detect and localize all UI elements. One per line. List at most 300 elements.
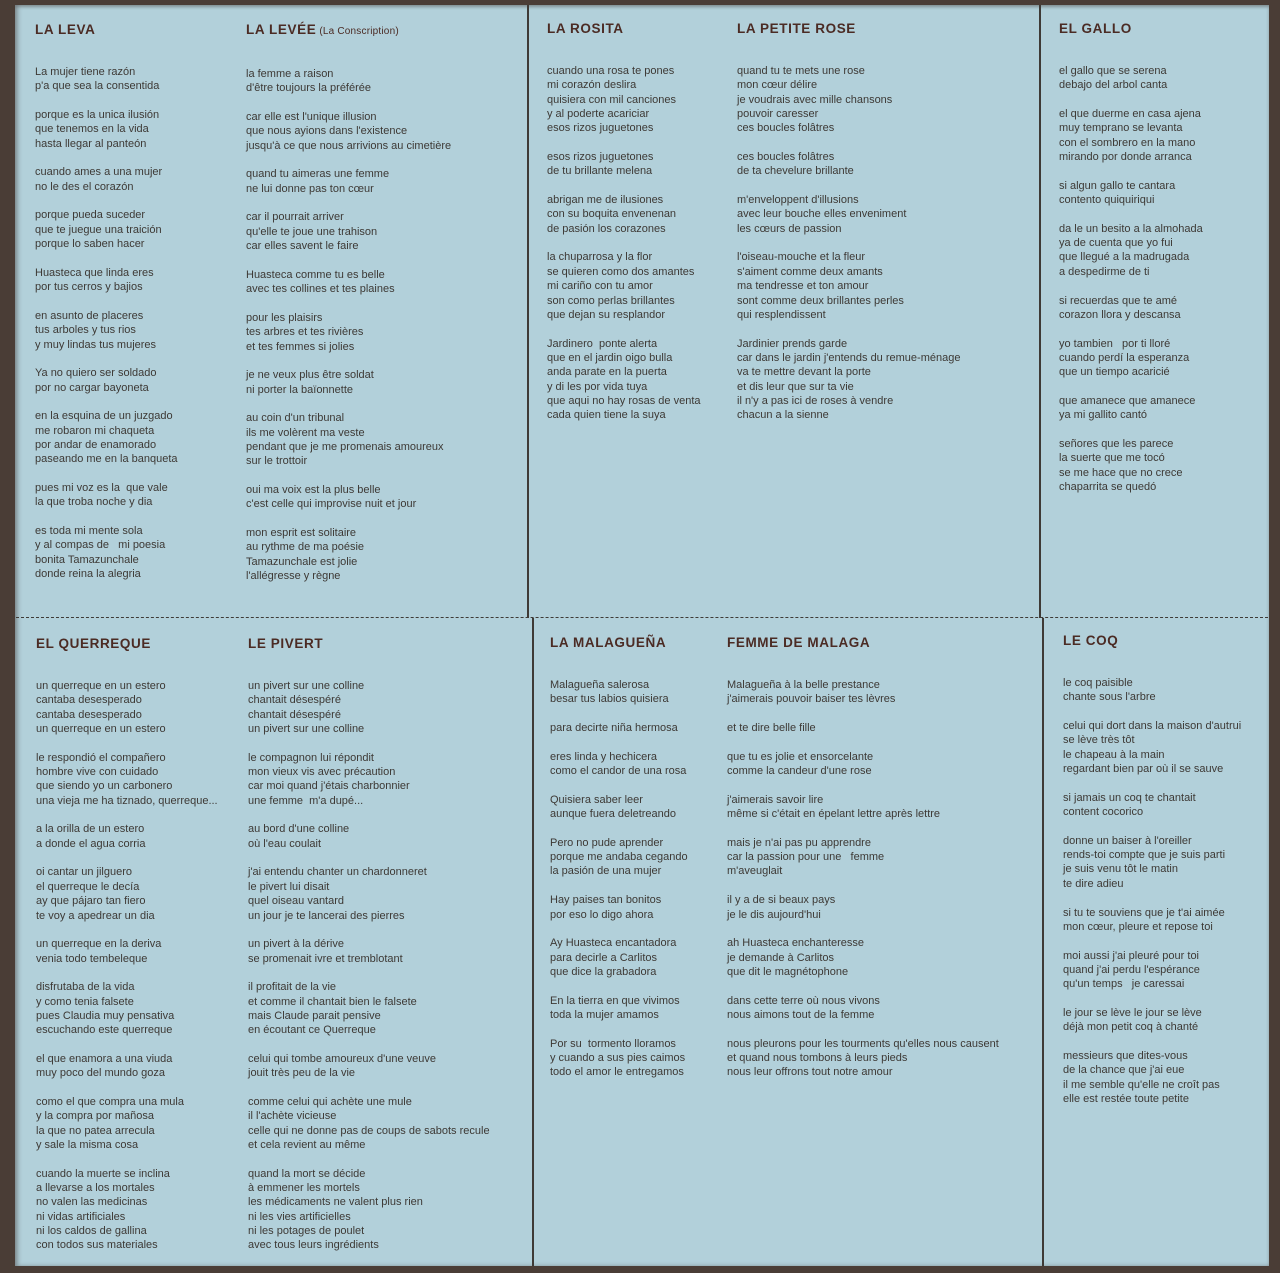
lyric-line: le chapeau à la main	[1063, 748, 1165, 761]
song-title	[248, 636, 490, 652]
lyric-line: jusqu'à ce que nous arrivions au cimetière	[246, 139, 452, 152]
lyric-line: mon cœur, pleure et repose toi	[1063, 920, 1213, 933]
lyric-line: pendant que je me promenais amoureux	[246, 440, 444, 453]
lyric-line: el querreque le decía	[36, 880, 140, 893]
song-column-el-querreque	[36, 636, 218, 1267]
lyric-line: oi cantar un jilguero	[36, 866, 133, 879]
stanza	[547, 64, 701, 136]
lyric-line: con todos sus materiales	[36, 1239, 158, 1252]
lyric-line: nous pleurons pour les tourments qu'elles nous causent	[727, 1037, 999, 1050]
stanza	[35, 309, 178, 352]
lyric-line: car moi quand j'étais charbonnier	[248, 780, 410, 793]
lyric-line: les cœurs de passion	[737, 222, 842, 235]
lyric-line: ces boucles folâtres	[737, 151, 835, 164]
stanza	[737, 193, 960, 236]
lyric-line: que en el jardin oigo bulla	[547, 351, 673, 364]
stanza	[550, 1037, 688, 1080]
stanza	[727, 994, 999, 1023]
lyric-line: por eso lo digo ahora	[550, 908, 654, 921]
lyric-line: je voudrais avec mille chansons	[737, 93, 893, 106]
song-title-text: LA LEVA	[35, 22, 96, 37]
lyric-line: que nous ayions dans l'existence	[246, 125, 408, 138]
lyric-line: il n'y a pas ici de roses à vendre	[737, 394, 894, 407]
lyric-line: y la compra por mañosa	[36, 1110, 154, 1123]
lyric-line: besar tus labios quisiera	[550, 693, 669, 706]
stanza	[1059, 337, 1203, 380]
lyric-line: la femme a raison	[246, 68, 334, 80]
song-title-text: FEMME DE MALAGA	[727, 635, 871, 650]
lyric-line: cada quien tiene la suya	[547, 409, 666, 422]
lyric-line: en la esquina de un juzgado	[35, 410, 173, 423]
lyrics	[550, 678, 688, 1080]
lyric-line: en asunto de placeres	[35, 309, 144, 322]
lyric-line: ah Huasteca enchanteresse	[727, 937, 864, 950]
lyric-line: tes arbres et tes rivières	[246, 326, 364, 339]
lyric-line: avec tous leurs ingrédients	[248, 1239, 379, 1252]
lyric-line: mon vieux vis avec précaution	[248, 766, 396, 779]
lyric-line: ni los caldos de gallina	[36, 1225, 147, 1238]
lyric-line: regardant bien par où il se sauve	[1063, 763, 1224, 776]
stanza	[248, 679, 490, 736]
stanza	[1059, 294, 1203, 323]
lyric-line: qu'un temps je caressai	[1063, 978, 1185, 991]
lyric-line: en écoutant ce Querreque	[248, 1024, 376, 1037]
lyric-line: le compagnon lui répondit	[248, 751, 374, 764]
lyric-line: un pivert à la dérive	[248, 938, 344, 951]
stanza	[550, 793, 688, 822]
lyric-line: oui ma voix est la plus belle	[246, 483, 381, 496]
stanza	[550, 936, 688, 979]
lyric-line: que llegué a la madrugada	[1059, 251, 1190, 264]
lyric-line: a despedirme de ti	[1059, 265, 1150, 278]
lyric-line: se quieren como dos amantes	[547, 265, 695, 278]
stanza	[35, 266, 178, 295]
stanza	[36, 937, 218, 966]
lyric-line: l'oiseau-mouche et la fleur	[737, 251, 866, 264]
lyric-line: cuando una rosa te pones	[547, 65, 675, 77]
lyric-line: me robaron mi chaqueta	[35, 424, 155, 437]
stanza	[248, 1167, 490, 1253]
lyric-line: un querreque en un estero	[36, 723, 166, 736]
lyric-line: pouvoir caresser	[737, 108, 819, 121]
stanza	[35, 65, 178, 94]
lyric-line: s'aiment comme deux amants	[737, 265, 883, 278]
lyric-line: eres linda y hechicera	[550, 750, 658, 763]
lyric-line: te voy a apedrear un dia	[36, 909, 155, 922]
lyric-line: celui qui dort dans la maison d'autrui	[1063, 720, 1242, 733]
stanza	[547, 150, 701, 179]
stanza	[727, 678, 999, 707]
stanza	[246, 483, 451, 512]
song-title-text: LE COQ	[1063, 633, 1119, 648]
stanza	[547, 250, 701, 322]
song-title	[547, 21, 701, 37]
lyric-line: que un tiempo acaricié	[1059, 366, 1170, 379]
stanza	[35, 481, 178, 510]
lyric-line: escuchando este querreque	[36, 1024, 173, 1037]
lyric-line: quand tu aimeras une femme	[246, 168, 390, 181]
stanza	[35, 108, 178, 151]
lyric-line: il y a de si beaux pays	[727, 894, 836, 907]
lyric-line: content cocorico	[1063, 806, 1144, 819]
lyric-line: mi corazón deslira	[547, 79, 637, 92]
lyric-line: jouit très peu de la vie	[248, 1067, 356, 1080]
lyric-line: mon esprit est solitaire	[246, 527, 357, 539]
lyric-line: a la orilla de un estero	[36, 823, 145, 836]
lyric-line: cuando ames a una mujer	[35, 166, 163, 179]
lyric-line: car la passion pour une femme	[727, 851, 885, 864]
stanza	[36, 1167, 218, 1253]
lyric-line: car elles savent le faire	[246, 240, 359, 253]
lyric-line: hombre vive con cuidado	[36, 766, 159, 779]
stanza	[727, 721, 999, 735]
lyric-line: chante sous l'arbre	[1063, 691, 1156, 704]
lyric-line: por no cargar bayoneta	[35, 381, 149, 394]
stanza	[36, 822, 218, 851]
lyric-line: sur le trottoir	[246, 455, 308, 468]
lyric-line: que tu es jolie et ensorcelante	[727, 750, 874, 763]
lyric-line: les médicaments ne valent plus rien	[248, 1196, 423, 1209]
lyric-line: ay que pájaro tan fiero	[36, 895, 146, 908]
lyric-line: ne lui donne pas ton cœur	[246, 182, 374, 195]
lyric-line: nous leur offrons tout notre amour	[727, 1066, 893, 1079]
lyric-line: y como tenia falsete	[36, 995, 134, 1008]
lyrics	[248, 679, 490, 1253]
stanza	[246, 368, 451, 397]
lyric-line: una vieja me ha tiznado, querreque...	[36, 794, 218, 807]
stanza	[248, 937, 490, 966]
stanza	[1063, 791, 1241, 820]
lyric-line: ya de cuenta que yo fui	[1059, 237, 1173, 250]
stanza	[35, 165, 178, 194]
lyric-line: todo el amor le entregamos	[550, 1066, 684, 1079]
lyric-line: il profitait de la vie	[248, 981, 337, 994]
lyric-line: et te dire belle fille	[727, 722, 816, 735]
lyric-line: cuando perdí la esperanza	[1059, 351, 1190, 364]
stanza	[1059, 394, 1203, 423]
lyric-line: el gallo que se serena	[1059, 65, 1167, 77]
lyric-line: moi aussi j'ai pleuré pour toi	[1063, 949, 1200, 962]
lyric-line: car dans le jardin j'entends du remue-ménage	[737, 351, 961, 364]
lyric-line: qu'elle te joue une trahison	[246, 225, 378, 238]
lyric-line: pues Claudia muy pensativa	[36, 1009, 175, 1022]
lyric-line: la que no patea arrecula	[36, 1124, 155, 1137]
stanza	[727, 836, 999, 879]
lyric-line: que tenemos en la vida	[35, 123, 149, 136]
lyric-line: La mujer tiene razón	[35, 66, 136, 78]
lyric-line: m'aveuglait	[727, 865, 783, 878]
song-column-la-leva	[35, 22, 178, 596]
lyric-line: et cela revient au même	[248, 1139, 366, 1151]
lyric-line: quand la mort se décide	[248, 1167, 366, 1180]
lyric-line: se lève très tôt	[1063, 734, 1135, 747]
lyric-line: que te juegue una traición	[35, 223, 162, 236]
stanza	[1059, 437, 1203, 494]
lyrics	[1063, 676, 1241, 1106]
lyric-line: no valen las medicinas	[36, 1196, 148, 1209]
lyric-line: l'allégresse y règne	[246, 570, 341, 583]
lyric-line: que dejan su resplandor	[547, 308, 666, 321]
stanza	[550, 750, 688, 779]
lyric-line: ma tendresse et ton amour	[737, 280, 869, 293]
song-subtitle: (La Conscription)	[319, 26, 399, 37]
lyric-line: elle est restée toute petite	[1063, 1092, 1189, 1105]
stanza	[246, 311, 451, 354]
song-column-le-pivert	[248, 636, 490, 1267]
lyric-line: la pasión de una mujer	[550, 865, 662, 878]
lyric-line: y cuando a sus pies caimos	[550, 1051, 686, 1064]
lyric-line: Hay paises tan bonitos	[550, 894, 662, 907]
lyrics	[727, 678, 999, 1080]
lyric-line: y muy lindas tus mujeres	[35, 338, 157, 351]
stanza	[550, 836, 688, 879]
lyric-line: y di les por vida tuya	[547, 380, 648, 393]
stanza	[1059, 107, 1203, 164]
stanza	[737, 250, 960, 322]
lyric-line: por tus cerros y bajios	[35, 281, 143, 294]
song-title-text: LA MALAGUEÑA	[550, 635, 667, 650]
lyric-line: el que enamora a una viuda	[36, 1052, 173, 1065]
lyric-line: quand j'ai perdu l'espérance	[1063, 963, 1200, 976]
song-title-text: LA ROSITA	[547, 21, 624, 36]
song-title-text: LA PETITE ROSE	[737, 21, 856, 36]
lyric-line: corazon llora y descansa	[1059, 308, 1181, 321]
lyric-line: avec tes collines et tes plaines	[246, 283, 395, 296]
lyric-line: il l'achète vicieuse	[248, 1110, 337, 1123]
stanza	[1063, 1049, 1241, 1106]
lyric-line: ya mi gallito cantó	[1059, 409, 1148, 422]
song-column-le-coq	[1063, 633, 1241, 1121]
stanza	[737, 64, 960, 136]
stanza	[36, 751, 218, 808]
lyric-line: le respondió el compañero	[36, 751, 166, 764]
song-title-text: EL GALLO	[1059, 21, 1132, 36]
lyric-line: au rythme de ma poésie	[246, 541, 365, 554]
lyric-line: un jour je te lancerai des pierres	[248, 909, 405, 922]
lyric-line: si jamais un coq te chantait	[1063, 791, 1196, 804]
lyric-line: au coin d'un tribunal	[246, 412, 345, 425]
lyric-line: et comme il chantait bien le falsete	[248, 995, 417, 1008]
lyric-line: como el que compra una mula	[36, 1095, 184, 1108]
stanza	[1059, 222, 1203, 279]
lyric-line: Ay Huasteca encantadora	[550, 937, 677, 950]
lyric-line: pour les plaisirs	[246, 311, 323, 324]
lyric-line: con su boquita envenenan	[547, 208, 677, 221]
lyric-line: donne un baiser à l'oreiller	[1063, 834, 1192, 847]
stanza	[36, 1095, 218, 1152]
song-title	[737, 21, 960, 37]
stanza	[36, 865, 218, 922]
lyric-line: Por su tormento lloramos	[550, 1037, 676, 1050]
lyric-line: messieurs que dites-vous	[1063, 1049, 1188, 1062]
lyric-line: porque me andaba cegando	[550, 851, 688, 864]
lyric-line: esos rizos juguetones	[547, 151, 654, 164]
lyric-line: où l'eau coulait	[248, 837, 322, 850]
lyric-line: de tu brillante melena	[547, 165, 653, 178]
lyric-line: nous aimons tout de la femme	[727, 1008, 875, 1021]
lyric-line: quand tu te mets une rose	[737, 65, 865, 77]
stanza	[727, 793, 999, 822]
lyric-line: esos rizos juguetones	[547, 122, 654, 135]
lyric-line: que amanece que amanece	[1059, 394, 1196, 407]
stanza	[248, 980, 490, 1037]
stanza	[36, 980, 218, 1037]
lyric-line: même si c'était en épelant lettre après lettre	[727, 808, 941, 821]
song-column-femme-de-malaga	[727, 635, 999, 1094]
stanza	[727, 893, 999, 922]
lyric-line: porque lo saben hacer	[35, 238, 145, 251]
stanza	[1059, 179, 1203, 208]
lyric-line: et tes femmes si jolies	[246, 340, 355, 353]
song-column-la-malaguena	[550, 635, 688, 1094]
stanza	[1063, 719, 1241, 776]
lyric-line: anda parate en la puerta	[547, 366, 667, 379]
lyric-line: que aqui no hay rosas de venta	[547, 394, 701, 407]
stanza	[547, 337, 701, 423]
lyric-line: cantaba desesperado	[36, 708, 142, 721]
stanza	[1063, 834, 1241, 891]
lyric-line: abrigan me de ilusiones	[547, 194, 664, 207]
lyrics	[1059, 64, 1203, 494]
lyric-line: mais je n'ai pas pu apprendre	[727, 836, 871, 849]
lyric-line: es toda mi mente sola	[35, 525, 143, 537]
stanza	[248, 1095, 490, 1152]
lyric-line: porque pueda suceder	[35, 209, 146, 222]
column-divider	[532, 618, 534, 1266]
lyric-line: a donde el agua corria	[36, 837, 146, 850]
lyric-line: un pivert sur une colline	[248, 680, 365, 692]
stanza	[727, 750, 999, 779]
lyric-line: ils me volèrent ma veste	[246, 426, 365, 439]
lyric-line: ni les potages de poulet	[248, 1225, 365, 1238]
song-title-text: LA LEVÉE	[246, 22, 317, 37]
song-column-la-rosita	[547, 21, 701, 437]
lyric-line: Pero no pude aprender	[550, 836, 664, 849]
lyric-line: avec leur bouche elles enveniment	[737, 208, 907, 221]
stanza	[35, 208, 178, 251]
lyric-line: je demande à Carlitos	[727, 951, 835, 964]
song-title	[1059, 21, 1203, 37]
stanza	[246, 67, 451, 96]
lyric-line: celle qui ne donne pas de coups de sabots recule	[248, 1124, 490, 1137]
lyric-line: chantait désespéré	[248, 708, 341, 721]
song-title	[246, 22, 451, 40]
lyric-line: señores que les parece	[1059, 437, 1174, 450]
lyric-line: va te mettre devant la porte	[737, 366, 871, 379]
lyric-line: déjà mon petit coq à chanté	[1063, 1021, 1199, 1034]
stanza	[248, 1052, 490, 1081]
lyric-line: un pivert sur une colline	[248, 723, 365, 736]
lyric-line: Quisiera saber leer	[550, 793, 643, 806]
lyric-line: c'est celle qui improvise nuit et jour	[246, 498, 417, 511]
lyric-line: si algun gallo te cantara	[1059, 179, 1176, 192]
stanza	[550, 893, 688, 922]
lyric-line: un querreque en la deriva	[36, 938, 162, 951]
lyrics	[35, 65, 178, 581]
lyric-line: ni vidas artificiales	[36, 1210, 126, 1223]
lyric-line: mais Claude parait pensive	[248, 1009, 381, 1022]
lyric-line: Malagueña à la belle prestance	[727, 679, 880, 691]
lyric-line: d'être toujours la préférée	[246, 82, 372, 95]
stanza	[35, 409, 178, 466]
stanza	[550, 678, 688, 707]
lyric-line: y al compas de mi poesia	[35, 539, 166, 552]
lyric-line: ces boucles folâtres	[737, 122, 835, 135]
lyrics	[246, 67, 451, 583]
lyric-line: chacun a la sienne	[737, 409, 829, 422]
lyric-line: qui resplendissent	[737, 308, 826, 321]
lyric-line: muy poco del mundo goza	[36, 1067, 166, 1080]
lyric-line: sont comme deux brillantes perles	[737, 294, 904, 307]
lyric-line: comme la candeur d'une rose	[727, 765, 872, 778]
lyric-line: y al poderte acariciar	[547, 108, 650, 121]
stanza	[737, 150, 960, 179]
stanza	[1063, 949, 1241, 992]
song-title-text: LE PIVERT	[248, 636, 324, 651]
stanza	[246, 411, 451, 468]
stanza	[246, 110, 451, 153]
lyric-line: paseando me en la banqueta	[35, 453, 178, 466]
lyric-line: car il pourrait arriver	[246, 211, 344, 224]
lyric-line: mi cariño con tu amor	[547, 280, 653, 293]
lyric-line: te dire adieu	[1063, 877, 1124, 890]
lyric-line: se promenait ivre et tremblotant	[248, 952, 403, 965]
lyric-line: que siendo yo un carbonero	[36, 780, 173, 793]
stanza	[1063, 1006, 1241, 1035]
lyric-line: Jardinier prends garde	[737, 337, 848, 350]
column-divider	[527, 5, 529, 618]
stanza	[550, 994, 688, 1023]
song-column-la-petite-rose	[737, 21, 960, 437]
lyric-line: p'a que sea la consentida	[35, 80, 160, 93]
lyric-line: car elle est l'unique illusion	[246, 111, 377, 124]
lyric-line: y sale la misma cosa	[36, 1139, 139, 1151]
lyric-line: chantait désespéré	[248, 694, 341, 707]
lyric-line: que dice la grabadora	[550, 965, 657, 978]
stanza	[246, 526, 451, 583]
lyric-line: quisiera con mil canciones	[547, 93, 677, 106]
lyric-line: muy temprano se levanta	[1059, 122, 1183, 135]
lyric-line: j'ai entendu chanter un chardonneret	[248, 866, 427, 879]
song-title	[36, 636, 218, 652]
lyric-line: comme celui qui achète une mule	[248, 1095, 412, 1108]
stanza	[35, 524, 178, 581]
lyric-line: une femme m'a dupé...	[248, 794, 364, 807]
stanza	[550, 721, 688, 735]
lyric-line: Malagueña salerosa	[550, 679, 650, 691]
lyric-line: Jardinero ponte alerta	[547, 337, 658, 350]
lyric-line: Tamazunchale est jolie	[246, 555, 358, 568]
stanza	[727, 936, 999, 979]
lyric-line: au bord d'une colline	[248, 823, 350, 836]
lyric-line: yo tambien por ti lloré	[1059, 337, 1171, 350]
lyric-line: de ta chevelure brillante	[737, 165, 854, 178]
lyric-line: la que troba noche y dia	[35, 496, 153, 509]
lyric-line: il me semble qu'elle ne croît pas	[1063, 1078, 1220, 1091]
lyric-line: son como perlas brillantes	[547, 294, 675, 307]
lyric-line: quel oiseau vantard	[248, 895, 345, 908]
lyric-line: ni les vies artificielles	[248, 1210, 351, 1223]
stanza	[246, 210, 451, 253]
lyric-line: à emmener les mortels	[248, 1182, 360, 1195]
lyric-line: debajo del arbol canta	[1059, 79, 1168, 92]
lyric-line: para decirte niña hermosa	[550, 722, 678, 735]
lyric-line: et quand nous tombons à leurs pieds	[727, 1051, 908, 1064]
lyric-line: toda la mujer amamos	[550, 1008, 659, 1021]
lyric-line: con el sombrero en la mano	[1059, 136, 1196, 149]
lyric-line: En la tierra en que vivimos	[550, 994, 680, 1007]
lyric-line: para decirle a Carlitos	[550, 951, 657, 964]
